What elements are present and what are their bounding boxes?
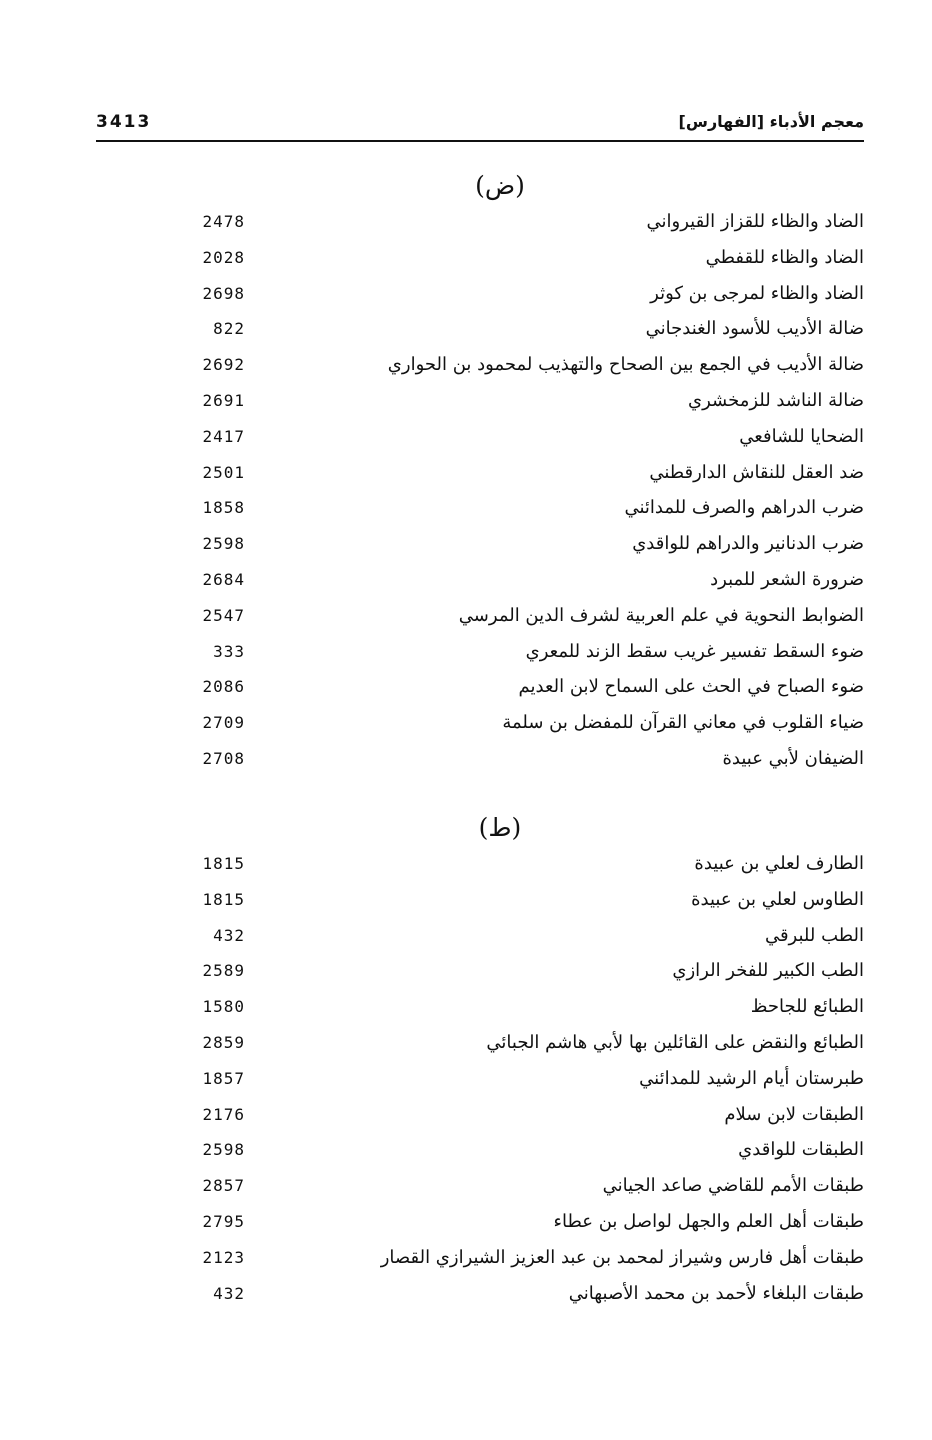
entry-page-number: 2176: [202, 1104, 245, 1124]
index-entry: [96, 1134, 864, 1170]
entry-title: الضاد والظاء لمرجى بن كوثر: [650, 282, 864, 304]
entry-title: الضاد والظاء للقزاز القيرواني: [646, 211, 864, 232]
entry-page-number: 1857: [202, 1068, 245, 1088]
entry-title: ضرب الدنانير والدراهم للواقدي: [632, 533, 864, 555]
entry-page-number: 2478: [202, 212, 245, 231]
entry-title: الطبائع للجاحظ: [750, 996, 864, 1018]
index-entry: [96, 313, 864, 349]
running-title: معجم الأدباء [الفهارس]: [678, 112, 864, 131]
index-entry: [96, 1170, 864, 1206]
entry-title: ضالة الناشد للزمخشري: [688, 389, 864, 411]
section-heading: (ط): [478, 813, 522, 842]
entry-page-number: 2857: [202, 1176, 245, 1196]
entry-title: الضيفان لأبي عبيدة: [722, 747, 864, 769]
entry-page-number: 2698: [202, 283, 245, 303]
entry-title: ضوء الصباح في الحث على السماح لابن العديم: [518, 676, 864, 698]
entry-page-number: 2709: [202, 713, 245, 733]
index-entry: [96, 991, 864, 1027]
entry-page-number: 2028: [202, 247, 245, 267]
entry-title: الطبقات لابن سلام: [724, 1103, 864, 1125]
entry-title: ضرب الدراهم والصرف للمدائني: [624, 497, 864, 519]
index-entry: [96, 955, 864, 991]
index-entry: [96, 920, 864, 956]
index-entry: [96, 278, 864, 314]
index-entry: [96, 1206, 864, 1242]
entry-page-number: 2795: [202, 1211, 245, 1231]
entry-page-number: 432: [213, 925, 245, 945]
entry-title: ضوء السقط تفسير غريب سقط الزند للمعري: [525, 640, 864, 662]
entry-title: الضاد والظاء للقفطي: [705, 246, 864, 268]
entry-page-number: 822: [213, 319, 245, 339]
entry-title: طبقات الأمم للقاضي صاعد الجياني: [602, 1175, 864, 1197]
entry-title: الضحايا للشافعي: [739, 425, 864, 447]
entry-page-number: 2692: [202, 355, 245, 375]
index-entry: [96, 600, 864, 636]
entry-title: الطب الكبير للفخر الرازي: [672, 960, 864, 982]
index-entry-list: [96, 848, 864, 1313]
index-entry: [96, 564, 864, 600]
entry-title: طبقات أهل العلم والجهل لواصل بن عطاء: [553, 1210, 864, 1232]
entry-page-number: 2598: [202, 1140, 245, 1160]
index-entry: [96, 884, 864, 920]
index-entry: [96, 743, 864, 779]
index-entry: [96, 1278, 864, 1314]
entry-title: طبرستان أيام الرشيد للمدائني: [639, 1067, 864, 1089]
index-entry: [96, 385, 864, 421]
page-header: [96, 110, 864, 142]
entry-title: الطارف لعلي بن عبيدة: [694, 853, 864, 874]
entry-title: ضرورة الشعر للمبرد: [710, 568, 864, 590]
index-entry: [96, 349, 864, 385]
entry-page-number: 2708: [202, 748, 245, 768]
entry-title: طبقات البلغاء لأحمد بن محمد الأصبهاني: [568, 1282, 864, 1304]
entry-page-number: 432: [213, 1283, 245, 1303]
entry-title: الطب للبرقي: [764, 924, 864, 946]
index-entry: [96, 1099, 864, 1135]
index-entry: [96, 636, 864, 672]
index-entry-list: [96, 206, 864, 779]
index-entry: [96, 528, 864, 564]
entry-title: الطاوس لعلي بن عبيدة: [691, 888, 864, 910]
index-entry: [96, 492, 864, 528]
index-entry: [96, 848, 864, 884]
index-entry: [96, 421, 864, 457]
page-number: 3413: [96, 112, 152, 132]
entry-page-number: 1858: [202, 498, 245, 518]
section-heading: (ض): [475, 171, 525, 200]
index-section-ta: [96, 808, 864, 1313]
entry-page-number: 2691: [202, 390, 245, 410]
entry-page-number: 2086: [202, 677, 245, 697]
entry-title: الضوابط النحوية في علم العربية لشرف الدين المرسي: [458, 604, 864, 626]
entry-title: الطبقات للواقدي: [738, 1139, 864, 1161]
entry-page-number: 2547: [202, 605, 245, 625]
entry-page-number: 2417: [202, 426, 245, 446]
index-entry: [96, 457, 864, 493]
entry-title: ضد العقل للنقاش الدارقطني: [649, 461, 864, 483]
entry-page-number: 333: [213, 641, 245, 661]
entry-page-number: 2598: [202, 534, 245, 554]
entry-page-number: 2123: [202, 1247, 245, 1267]
index-entry: [96, 1063, 864, 1099]
entry-page-number: 2501: [202, 462, 245, 482]
index-section-dad: [96, 166, 864, 779]
entry-page-number: 2859: [202, 1032, 245, 1052]
entry-title: الطبائع والنقض على القائلين بها لأبي هاشم الجبائي: [486, 1031, 864, 1053]
entry-title: ضالة الأديب للأسود الغندجاني: [645, 318, 864, 340]
index-entry: [96, 206, 864, 242]
entry-page-number: 1815: [202, 889, 245, 909]
index-entry: [96, 707, 864, 743]
index-entry: [96, 1242, 864, 1278]
entry-page-number: 1815: [202, 854, 245, 873]
entry-page-number: 2684: [202, 569, 245, 589]
entry-title: ضياء القلوب في معاني القرآن للمفضل بن سلمة: [502, 712, 864, 734]
entry-title: ضالة الأديب في الجمع بين الصحاح والتهذيب لمحمود بن الحواري: [387, 354, 864, 376]
index-entry: [96, 242, 864, 278]
entry-page-number: 2589: [202, 961, 245, 981]
index-entry: [96, 1027, 864, 1063]
index-entry: [96, 671, 864, 707]
entry-title: طبقات أهل فارس وشيراز لمحمد بن عبد العزيز الشيرازي القصار: [380, 1246, 864, 1268]
entry-page-number: 1580: [202, 997, 245, 1017]
